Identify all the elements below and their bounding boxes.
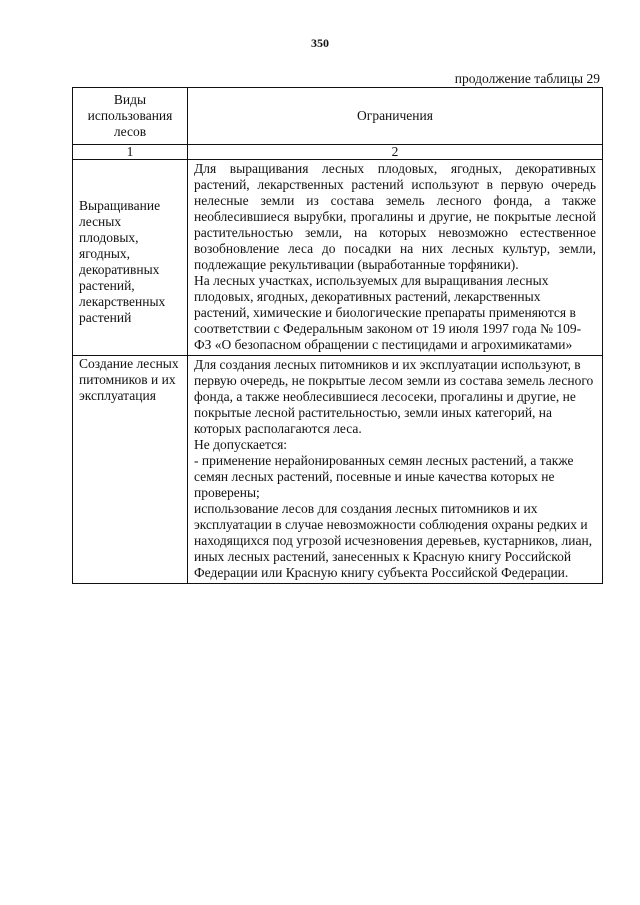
column-number-2: 2: [188, 145, 603, 160]
restriction-paragraph: - применение нерайонированных семян лесных растений, а также семян лесных растений, посевные и иные качества которых не проверены;: [194, 453, 574, 500]
restriction-paragraph: Не допускается:: [194, 437, 288, 452]
table-continuation-caption: продолжение таблицы 29: [454, 71, 600, 86]
page-number: 350: [311, 36, 329, 50]
restrictions-table: [72, 87, 603, 584]
row-category-growing-plants: Выращивание лесных плодовых, ягодных, декоративных растений, лекарственных растений: [73, 160, 188, 356]
column-number-1: 1: [73, 145, 188, 160]
header-restrictions: Ограничения: [188, 88, 603, 145]
table-row: [73, 160, 603, 356]
restriction-paragraph: На лесных участках, используемых для выращивания лесных плодовых, ягодных, декоративных растений, лекарственных растений, химические и биологические препараты применяются в соответствии с Федеральным законом от 19 июля 1997 года № 109-ФЗ «О безопасном обращении с пестицидами и агрохимикатами»: [194, 273, 582, 352]
header-forest-use-types: Виды использования лесов: [73, 88, 188, 145]
restriction-paragraph: Для создания лесных питомников и их эксплуатации используют, в первую очередь, не покрытые лесом земли из состава земель лесного фонда, а также необлесившиеся лесосеки, прогалины и другие, не покрытые лесной растительностью, земли иных категорий, на которых располагаются леса.: [194, 357, 594, 436]
restriction-paragraph: Для выращивания лесных плодовых, ягодных, декоративных растений, лекарственных растений используют в первую очередь нелесные земли из состава земель лесного фонда, а также необлесившиеся вырубки, прогалины и другие, не покрытые лесной растительностью земли, на которых невозможно естественное возобновление леса до посадки на них лесных культур, земли, подлежащие рекультивации (выработанные торфяники).: [194, 161, 596, 272]
restriction-paragraph: использование лесов для создания лесных питомников и их эксплуатации в случае невозможности соблюдения охраны редких и находящихся под угрозой исчезновения деревьев, кустарников, лиан, иных лесных растений, занесенных к Красную книгу Российской Федерации или Красную книгу субъекта Российской Федерации.: [194, 501, 593, 580]
row-restrictions-growing-plants: [188, 160, 603, 356]
table-header-row: [73, 88, 603, 145]
row-restrictions-forest-nurseries: [188, 356, 603, 584]
column-number-row: [73, 145, 603, 160]
row-category-forest-nurseries: Создание лесных питомников и их эксплуатация: [73, 356, 188, 584]
table-row: [73, 356, 603, 584]
